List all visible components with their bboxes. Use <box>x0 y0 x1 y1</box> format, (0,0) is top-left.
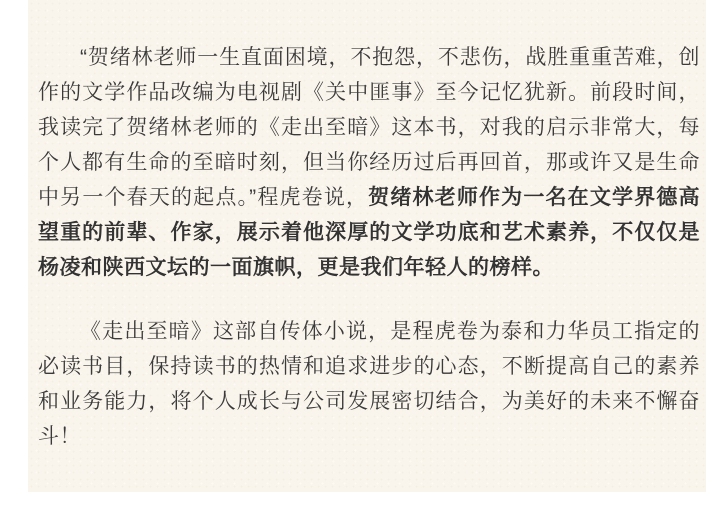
paragraph-text: “贺绪林老师一生直面困境，不抱怨，不悲伤，战胜重重苦难，创作的文学作品改编为电视剧《关中匪事》至今记忆犹新。前段时间，我读完了贺绪林老师的《走出至暗》这本书，对我的启示非常大，每个人都有生命的至暗时刻，但当你经历过后再回首，那或许又是生命中另一个春天的起点。”程虎卷说， <box>38 46 700 209</box>
content-panel <box>28 0 706 492</box>
paragraph <box>38 40 700 285</box>
paragraph-text: 《走出至暗》这部自传体小说，是程虎卷为泰和力华员工指定的必读书目，保持读书的热情和追求进步的心态，不断提高自己的素养和业务能力，将个人成长与公司发展密切结合，为美好的未来不懈奋斗！ <box>38 320 700 448</box>
article-body <box>28 0 706 454</box>
paragraph-bold-text: 贺绪林老师作为一名在文学界德高望重的前辈、作家，展示着他深厚的文学功底和艺术素养，不仅仅是杨凌和陕西文坛的一面旗帜，更是我们年轻人的榜样。 <box>38 186 701 279</box>
paragraph <box>38 314 700 454</box>
